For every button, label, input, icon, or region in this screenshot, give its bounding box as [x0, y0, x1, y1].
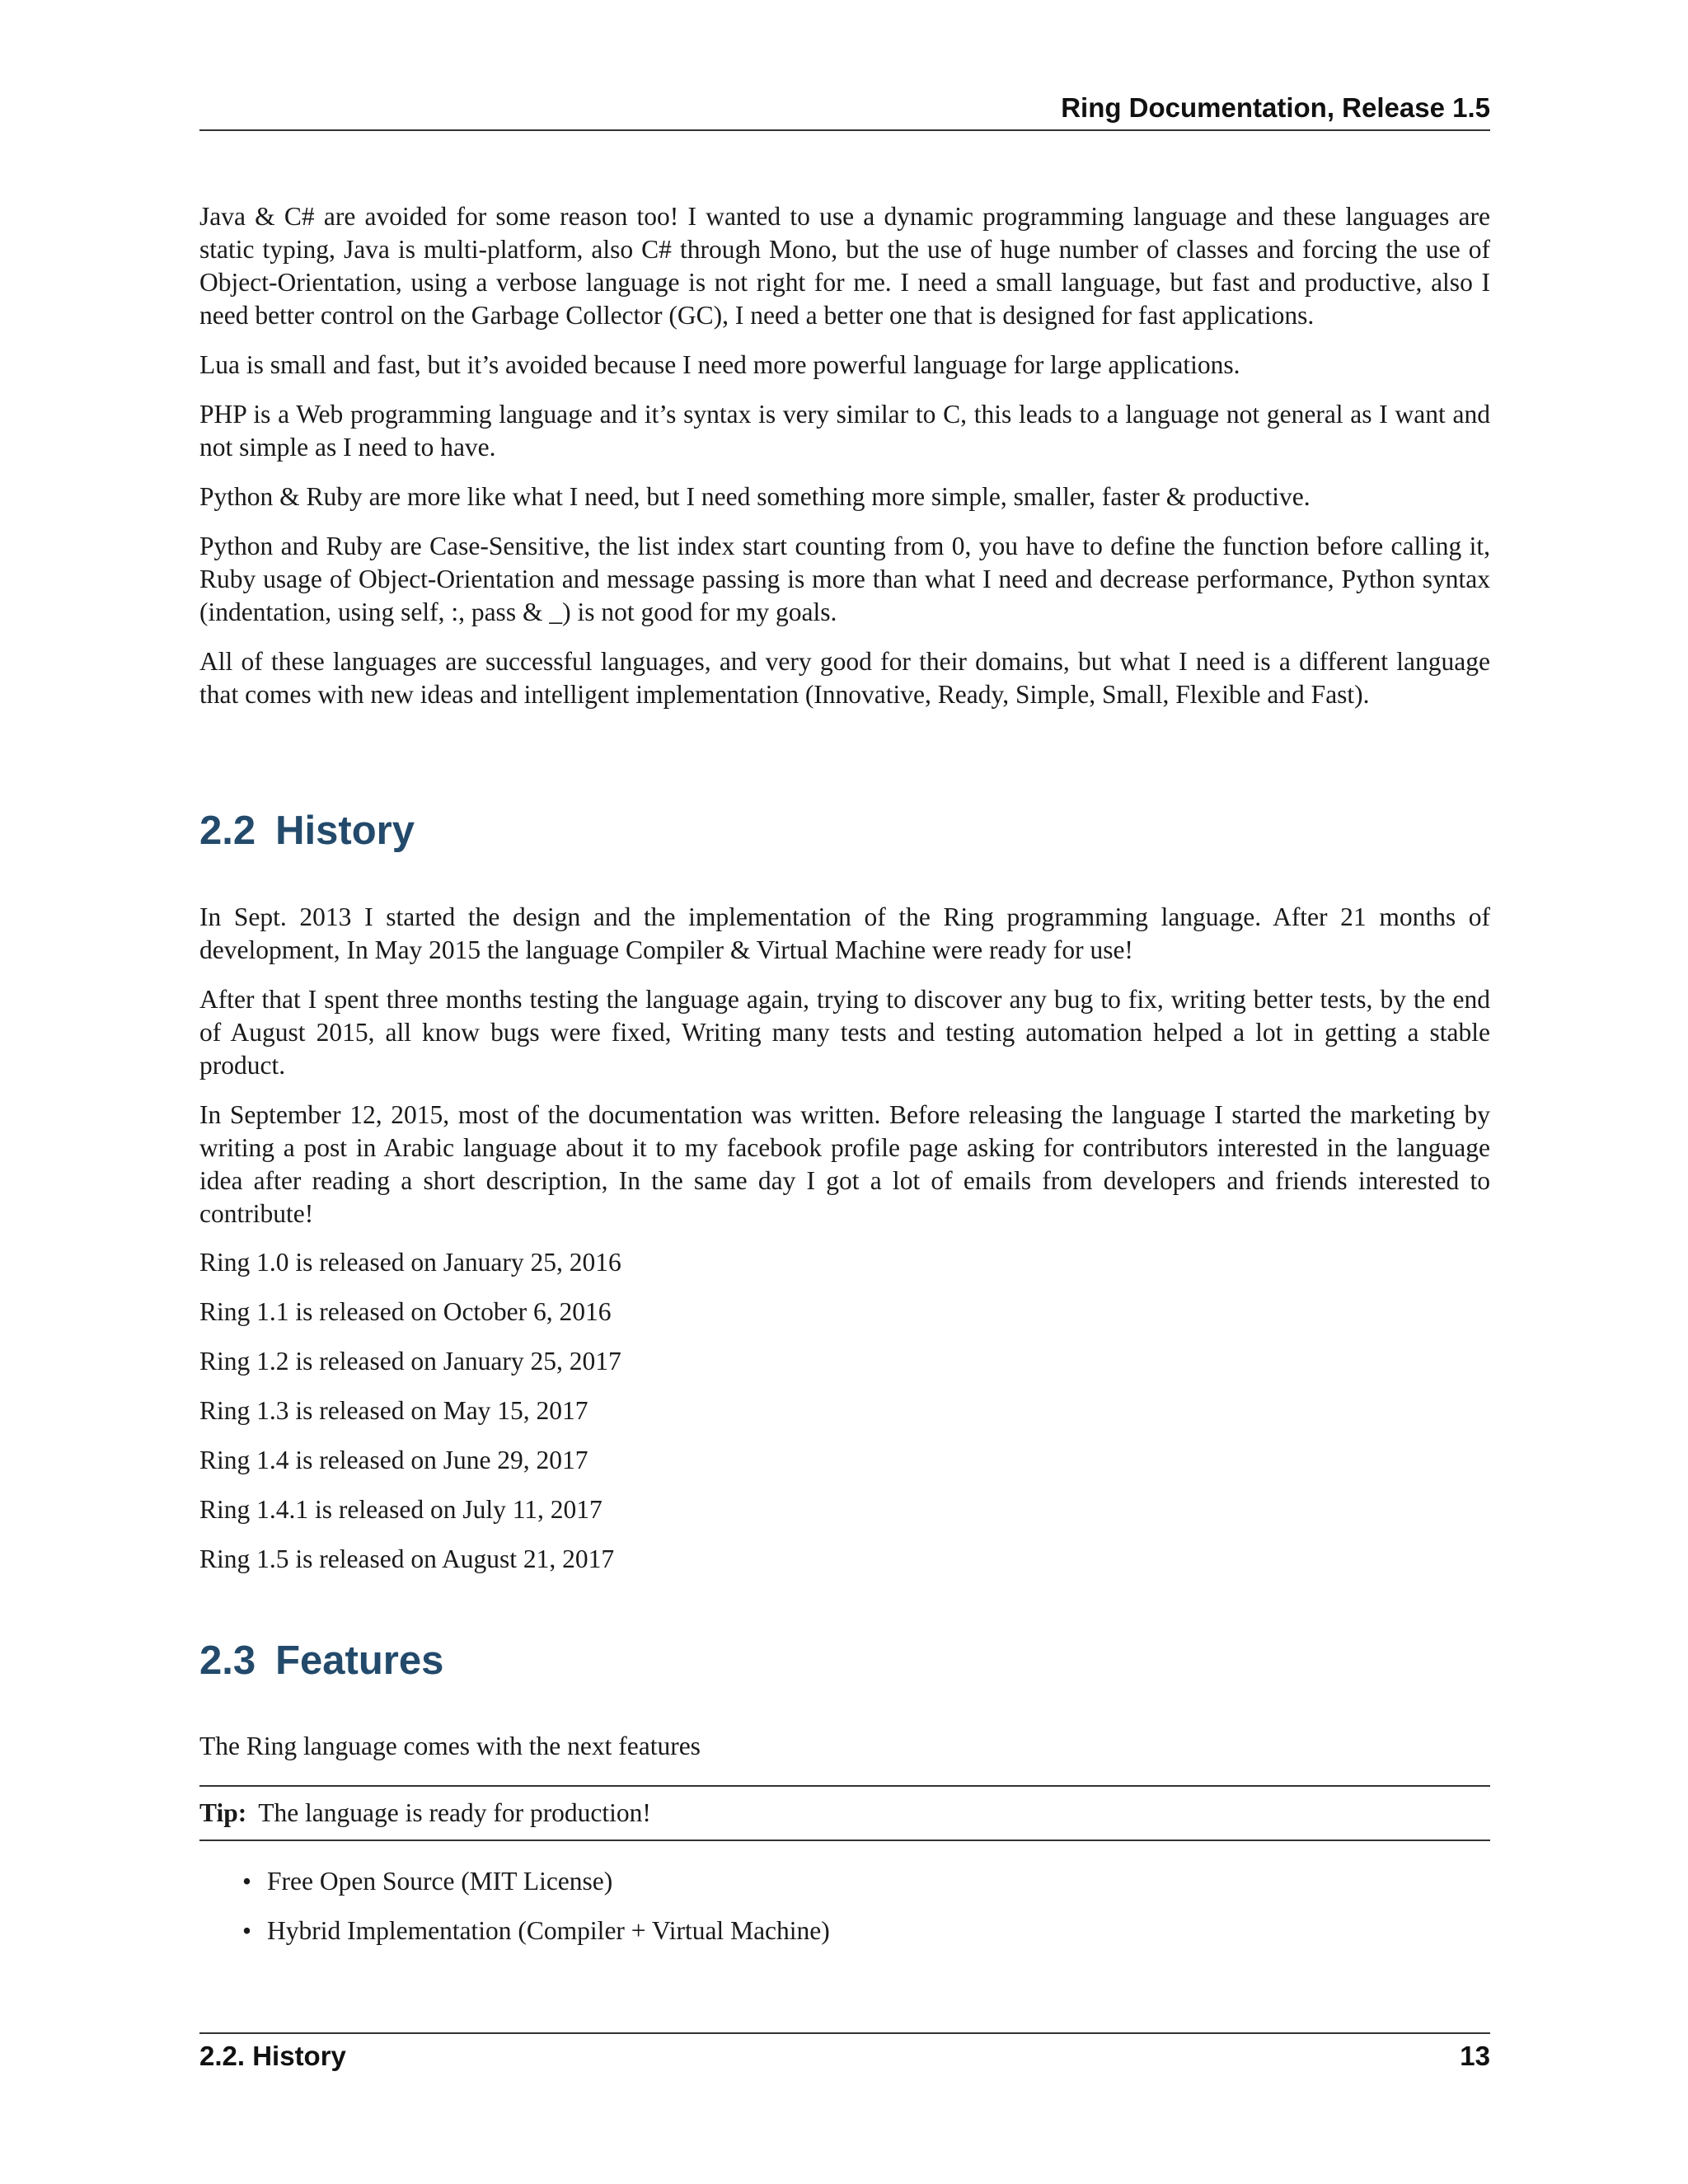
list-item-text: Free Open Source (MIT License) — [267, 1867, 613, 1896]
list-item — [242, 1865, 612, 1898]
section-title: Features — [275, 1638, 444, 1683]
intro-paragraph-case-sensitive: Python and Ruby are Case-Sensitive, the list index start counting from 0, you have to define the function before calling it, Ruby usage of Object-Orientation and message passing is more than what I need and decrease performance, Python syntax (indentation, using self, :, pass & _) is not good for my goals. — [199, 532, 1490, 626]
intro-paragraph-php: PHP is a Web programming language and it’s syntax is very similar to C, this leads to a language not general as I want and not simple as I need to have. — [199, 400, 1490, 462]
intro-paragraph-successful: All of these languages are successful languages, and very good for their domains, but what I need is a different language that comes with new ideas and intelligent implementation (Innovative, Ready, Simple, Small, Flexible and Fast). — [199, 647, 1490, 709]
history-paragraph-start: In Sept. 2013 I started the design and the implementation of the Ring programming language. After 21 months of development, In May 2015 the language Compiler & Virtual Machine were ready for use! — [199, 902, 1490, 964]
intro-paragraph-lua: Lua is small and fast, but it’s avoided because I need more powerful language for large applications. — [199, 350, 1240, 379]
tip-label: Tip: — [199, 1798, 247, 1827]
tip-content — [199, 1797, 651, 1830]
release-line: Ring 1.4.1 is released on July 11, 2017 — [199, 1495, 603, 1524]
intro-paragraph-python-ruby: Python & Ruby are more like what I need, but I need something more simple, smaller, faster & productive. — [199, 482, 1311, 511]
release-line: Ring 1.5 is released on August 21, 2017 — [199, 1544, 615, 1573]
footer-divider — [199, 2032, 1490, 2034]
footer-section-title: 2.2. History — [199, 2041, 346, 2071]
bullet-icon: • — [242, 1867, 252, 1896]
running-header: Ring Documentation, Release 1.5 — [1061, 92, 1490, 123]
header-divider — [199, 129, 1490, 131]
features-intro: The Ring language comes with the next features — [199, 1732, 701, 1760]
release-line: Ring 1.1 is released on October 6, 2016 — [199, 1297, 612, 1326]
section-heading-history — [199, 806, 415, 855]
history-paragraph-documentation: In September 12, 2015, most of the documentation was written. Before releasing the language I started the marketing by writing a post in Arabic language about it to my facebook profile page asking for contributors interested in the language idea after reading a short description, In the same day I got a lot of emails from developers and friends interested to contribute! — [199, 1100, 1490, 1228]
page-number: 13 — [1460, 2041, 1490, 2071]
release-line: Ring 1.4 is released on June 29, 2017 — [199, 1446, 588, 1474]
list-item — [242, 1915, 830, 1947]
tip-text: The language is ready for production! — [258, 1798, 651, 1827]
section-number: 2.2 — [199, 808, 256, 853]
section-heading-features — [199, 1636, 443, 1685]
document-page — [199, 0, 1490, 2184]
tip-admonition — [199, 1785, 1490, 1841]
list-item-text: Hybrid Implementation (Compiler + Virtual Machine) — [267, 1916, 830, 1945]
section-title: History — [275, 808, 415, 853]
release-line: Ring 1.0 is released on January 25, 2016 — [199, 1248, 621, 1277]
bullet-icon: • — [242, 1916, 252, 1945]
section-number: 2.3 — [199, 1638, 256, 1683]
release-line: Ring 1.2 is released on January 25, 2017 — [199, 1347, 621, 1376]
history-paragraph-testing: After that I spent three months testing the language again, trying to discover any bug to fix, writing better tests, by the end of August 2015, all know bugs were fixed, Writing many tests and testing automation helped a lot in getting a stable product. — [199, 985, 1490, 1080]
release-line: Ring 1.3 is released on May 15, 2017 — [199, 1396, 588, 1425]
intro-paragraph-java-csharp: Java & C# are avoided for some reason too! I wanted to use a dynamic programming language and these languages are static typing, Java is multi-platform, also C# through Mono, but the use of huge number of classes and forcing the use of Object-Orientation, using a verbose language is not right for me. I need a small language, but fast and productive, also I need better control on the Garbage Collector (GC), I need a better one that is designed for fast applications. — [199, 202, 1490, 330]
